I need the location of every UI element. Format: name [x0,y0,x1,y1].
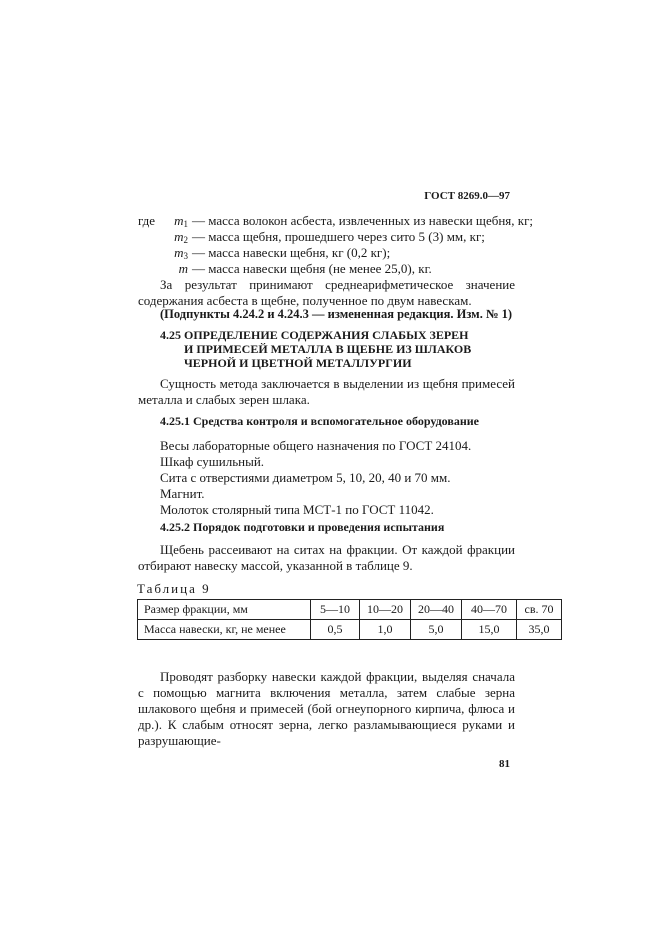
section-title-line: 4.25 ОПРЕДЕЛЕНИЕ СОДЕРЖАНИЯ СЛАБЫХ ЗЕРЕН [160,328,469,342]
variable-definitions [138,213,534,277]
definition-prefix: где [138,213,156,228]
method-essence: Сущность метода заключается в выделении из щебня примесей металла и слабых зерен шлака. [138,376,515,407]
definition-text: — масса щебня, прошедшего через сито 5 (3) мм, кг; [192,229,485,244]
symbol: m [174,245,184,260]
table-cell: 0,5 [311,620,360,640]
symbol-subscript: 2 [183,235,188,245]
symbol-subscript: 1 [183,219,188,229]
table-cell: 35,0 [517,620,562,640]
table-row [138,600,562,620]
table-row [138,620,562,640]
symbol: m [174,229,184,244]
subsection-title: 4.25.1 Средства контроля и вспомогательное оборудование [160,414,479,428]
section-title-line: ЧЕРНОЙ И ЦВЕТНОЙ МЕТАЛЛУРГИИ [184,356,412,370]
symbol: m [178,261,188,276]
table-caption: Таблица 9 [137,581,211,596]
table-cell: 40—70 [462,600,517,620]
page-number: 81 [499,758,510,770]
result-paragraph: За результат принимают среднеарифметическое значение содержания асбеста в щебне, полученное по двум навескам. [138,277,515,308]
subsection-title: 4.25.2 Порядок подготовки и проведения испытания [160,520,445,534]
table-cell: Размер фракции, мм [138,600,311,620]
procedure-paragraph: Щебень рассеивают на ситах на фракции. От каждой фракции отбирают навеску массой, указанной в таблице 9. [138,542,515,573]
section-title-line: И ПРИМЕСЕЙ МЕТАЛЛА В ЩЕБНЕ ИЗ ШЛАКОВ [184,342,472,356]
document-code: ГОСТ 8269.0—97 [424,190,510,202]
list-item: Сита с отверстиями диаметром 5, 10, 20, 40 и 70 мм. [160,470,451,485]
equipment-list [160,438,515,518]
list-item: Молоток столярный типа МСТ-1 по ГОСТ 11042. [160,502,434,517]
symbol: m [174,213,184,228]
definition-row [160,229,515,245]
table-cell: 15,0 [462,620,517,640]
definition-row [160,261,515,277]
table-cell: 5—10 [311,600,360,620]
table-cell: 1,0 [360,620,411,640]
section-title [160,328,515,370]
symbol-subscript: 3 [183,251,188,261]
list-item: Магнит. [160,486,205,501]
list-item: Весы лабораторные общего назначения по ГОСТ 24104. [160,438,472,453]
table-9 [137,599,562,640]
table-cell: Масса навески, кг, не менее [138,620,311,640]
definition-row [160,245,515,261]
table-cell: 5,0 [411,620,462,640]
table-cell: 10—20 [360,600,411,620]
definition-text: — масса навески щебня, кг (0,2 кг); [192,245,391,260]
definition-row [138,213,534,229]
list-item: Шкаф сушильный. [160,454,265,469]
table-cell: св. 70 [517,600,562,620]
definition-text: — масса волокон асбеста, извлеченных из навески щебня, кг; [192,213,534,228]
definition-text: — масса навески щебня (не менее 25,0), кг. [192,261,432,276]
final-paragraph: Проводят разборку навески каждой фракции, выделяя сначала с помощью магнита включения металла, затем слабые зерна шлакового щебня и примесей (бой огнеупорного кирпича, флюса и др.). К слабым относят зерна, легко разламывающиеся руками и разрушающие- [138,669,515,748]
table-cell: 20—40 [411,600,462,620]
amendment-note-text: (Подпункты 4.24.2 и 4.24.3 — измененная редакция. Изм. № 1) [160,307,513,321]
